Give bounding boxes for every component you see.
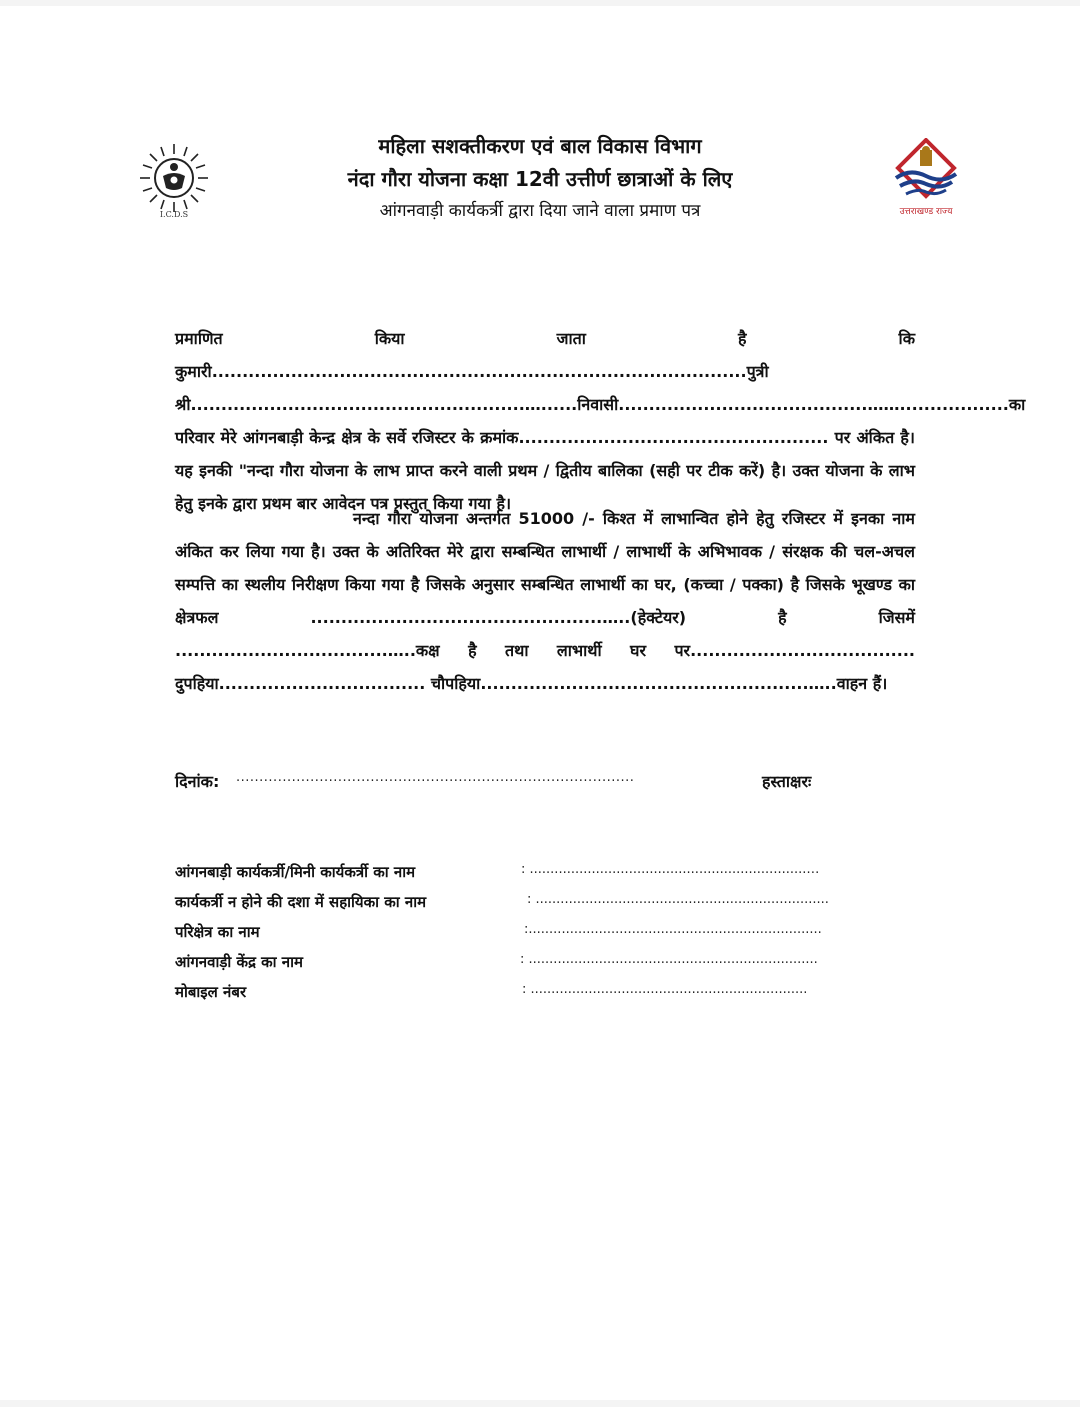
field-value: : ................................................................... xyxy=(522,982,808,997)
field-label: मोबाइल नंबर xyxy=(175,983,247,1001)
signature-label: हस्ताक्षरः xyxy=(762,772,812,791)
uttarakhand-caption: उत्तराखण्ड राज्य xyxy=(899,207,953,217)
uttarakhand-emblem-icon xyxy=(890,138,962,204)
document-header xyxy=(230,130,850,226)
page-top-edge xyxy=(0,0,1080,6)
field-value: :....................................................................... xyxy=(524,922,822,937)
field-label: परिक्षेत्र का नाम xyxy=(175,923,260,941)
field-value: : ...................................................................... xyxy=(520,952,818,967)
certificate-paragraph-2: नन्दा गौरा योजना अन्तर्गत 51000 /- किश्त में लाभान्वित होने हेतु रजिस्टर में इनका नाम अंकित कर लिया गया है। उक्त के अतिरिक्त मेरे द्वारा सम्बन्धित लाभार्थी / लाभार्थी के अभिभावक / संरक्षक की चल-अचल सम्पत्ति का स्थलीय निरीक्षण किया गया है जिसके अनुसार सम्बन्धित लाभार्थी का घर, (कच्चा / पक्का) है जिसके भूखण्ड का क्षेत्रफल ................................................…..(हेक्टेयर) है जिसमें ...................................…..कक्ष है तथा लाभार्थी घर पर..................................... दुपहिया.................................. चौपहिया......................................................…..वाहन हैं। xyxy=(175,509,915,693)
department-title: महिला सशक्तीकरण एवं बाल विकास विभाग xyxy=(378,134,702,158)
field-label: आंगनबाड़ी कार्यकर्त्री/मिनी कार्यकर्त्री का नाम xyxy=(175,863,416,881)
field-mobile-number xyxy=(175,982,808,1008)
field-sector-name xyxy=(175,922,822,948)
icds-caption: I.C.D.S xyxy=(159,210,189,219)
uttarakhand-logo xyxy=(890,138,962,220)
certificate-paragraph-1: प्रमाणित किया जाता है कि कुमारी........................................................................................पुत्री श्री.......................................................…......निवासी.........................................……..................का परिवार मेरे आंगनबाड़ी केन्द्र क्षेत्र के सर्वे रजिस्टर के क्रमांक................................................... पर अंकित है। यह इनकी "नन्दा गौरा योजना के लाभ प्राप्त करने वाली प्रथम / द्वितीय बालिका (सही पर टीक करें) है। उक्त योजना के लाभ हेतु इनके द्वारा प्रथम बार आवेदन पत्र प्रस्तुत किया गया है। xyxy=(175,329,1026,513)
page-bottom-edge xyxy=(0,1400,1080,1407)
field-centre-name xyxy=(175,952,818,978)
date-field: ...................................................................................... xyxy=(236,770,635,785)
field-worker-name xyxy=(175,862,820,888)
field-value: : ....................................................................... xyxy=(527,892,829,907)
certificate-title: आंगनवाड़ी कार्यकर्त्री द्वारा दिया जाने वाला प्रमाण पत्र xyxy=(379,201,701,221)
field-label: कार्यकर्त्री न होने की दशा में सहायिका का नाम xyxy=(175,893,427,911)
field-label: आंगनवाड़ी केंद्र का नाम xyxy=(175,953,303,971)
scheme-title: नंदा गौरा योजना कक्षा 12वी उत्तीर्ण छात्राओं के लिए xyxy=(347,167,733,191)
field-helper-name xyxy=(175,892,829,918)
date-label: दिनांक: xyxy=(175,772,220,791)
icds-logo xyxy=(136,140,212,224)
field-value: : ...................................................................… xyxy=(521,862,820,877)
